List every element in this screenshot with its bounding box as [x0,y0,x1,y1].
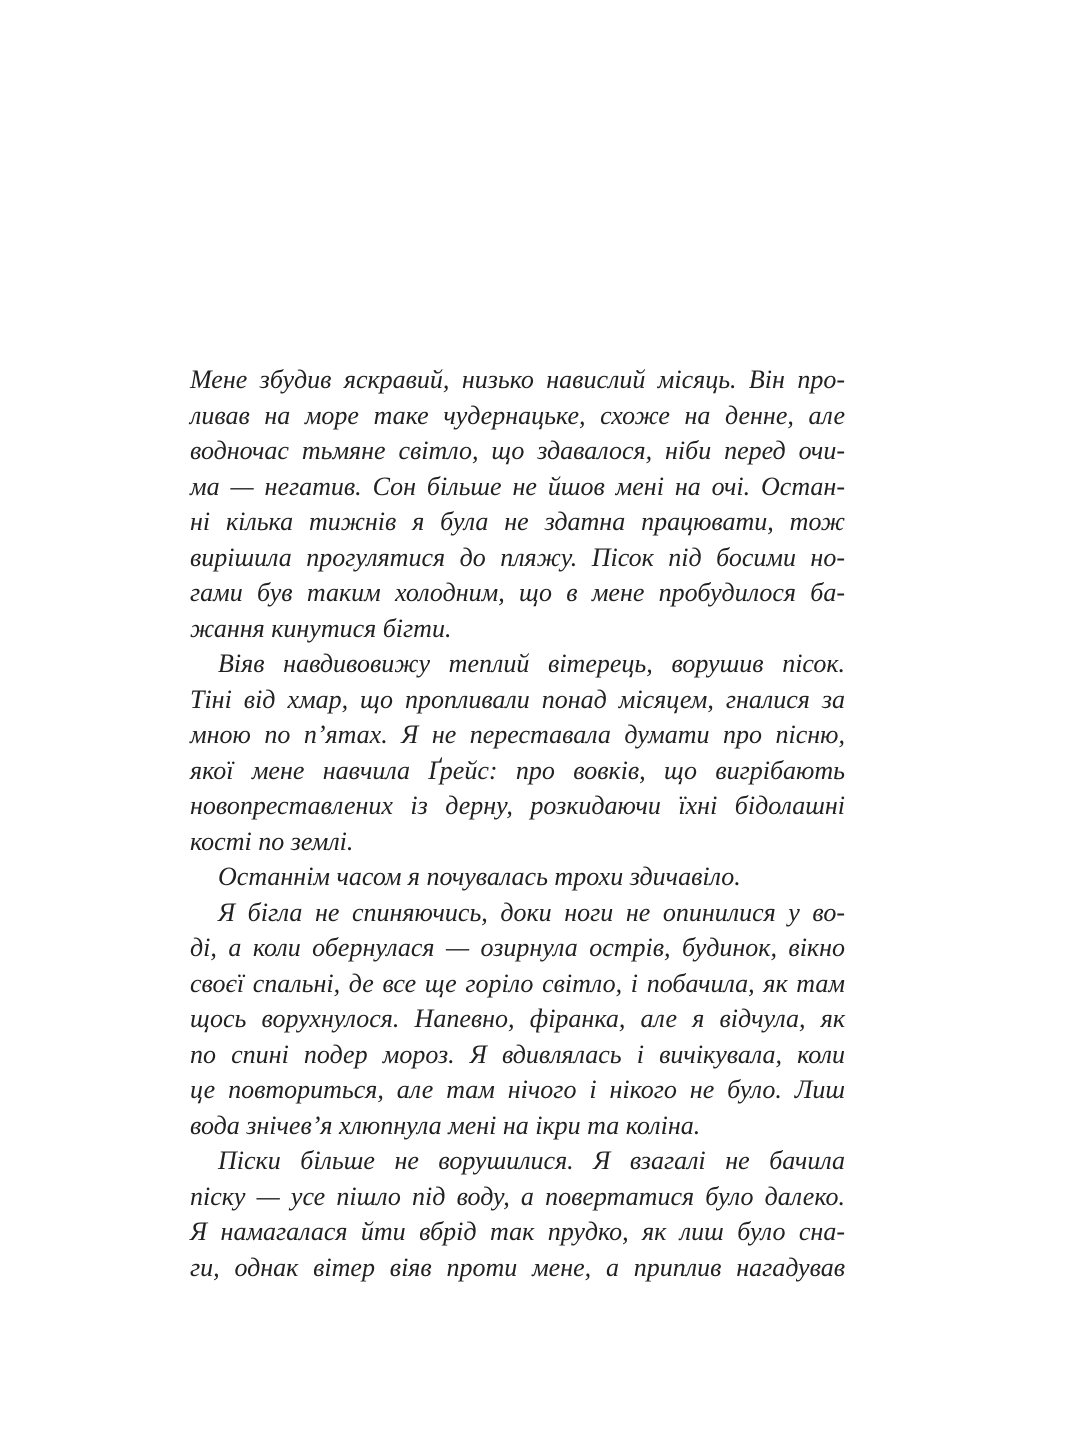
text-line: якої мене навчила Ґрейс: про вовків, що вигрібають [190,755,845,785]
text-line: кості по землі. [190,826,354,856]
page-text-block [190,362,845,1285]
text-line: Віяв навдивовижу теплий вітерець, ворушив пісок. [218,649,845,678]
text-line: Я бігла не спиняючись, доки ноги не опинилися у во- [218,897,845,927]
text-line: Піски більше не ворушилися. Я взагалі не бачила [218,1146,845,1175]
text-line: своєї спальні, де все ще горіло світло, і побачила, як там [190,968,845,998]
text-line: по спині подер мороз. Я вдивлялась і вичікувала, коли [190,1039,845,1069]
text-line: жання кинутися бігти. [190,613,452,643]
text-line: ні кілька тижнів я була не здатна працювати, тож [190,507,845,536]
text-line: ливав на море таке чудернацьке, схоже на денне, але [190,400,845,430]
paragraph [190,895,845,1144]
paragraph [190,859,845,895]
text-line: щось ворухнулося. Напевно, фіранка, але я відчула, як [190,1004,845,1033]
paragraph [190,1143,845,1285]
text-line: це повториться, але там нічого і нікого не було. Лиш [190,1075,845,1104]
text-line: ги, однак вітер віяв проти мене, а приплив нагадував [190,1252,845,1282]
text-line: піску — усе пішло під воду, а повертатися було далеко. [190,1181,845,1211]
text-line: новопреставлених із дерну, розкидаючи їхні бідолашні [190,791,845,820]
paragraph [190,646,845,859]
text-line: Я намагалася йти вбрід так прудко, як лиш було сна- [190,1217,845,1246]
paragraph [190,362,845,646]
text-line: вода знічев’я хлюпнула мені на ікри та коліна. [190,1110,701,1140]
text-line: Тіні від хмар, що пропливали понад місяцем, гналися за [190,684,845,714]
text-line: гами був таким холодним, що в мене пробудилося ба- [190,578,845,607]
text-line: ді, а коли обернулася — озирнула острів, будинок, вікно [190,933,845,962]
text-line: водночас тьмяне світло, що здавалося, ніби перед очи- [190,436,845,465]
text-line: мною по п’ятах. Я не переставала думати про пісню, [190,720,845,749]
text-line: вирішила прогулятися до пляжу. Пісок під босими но- [190,542,845,572]
text-line: ма — негатив. Сон більше не йшов мені на очі. Остан- [190,471,845,501]
text-line: Мене збудив яскравий, низько навислий місяць. Він про- [190,365,845,394]
text-line: Останнім часом я почувалась трохи здичавіло. [218,862,741,891]
